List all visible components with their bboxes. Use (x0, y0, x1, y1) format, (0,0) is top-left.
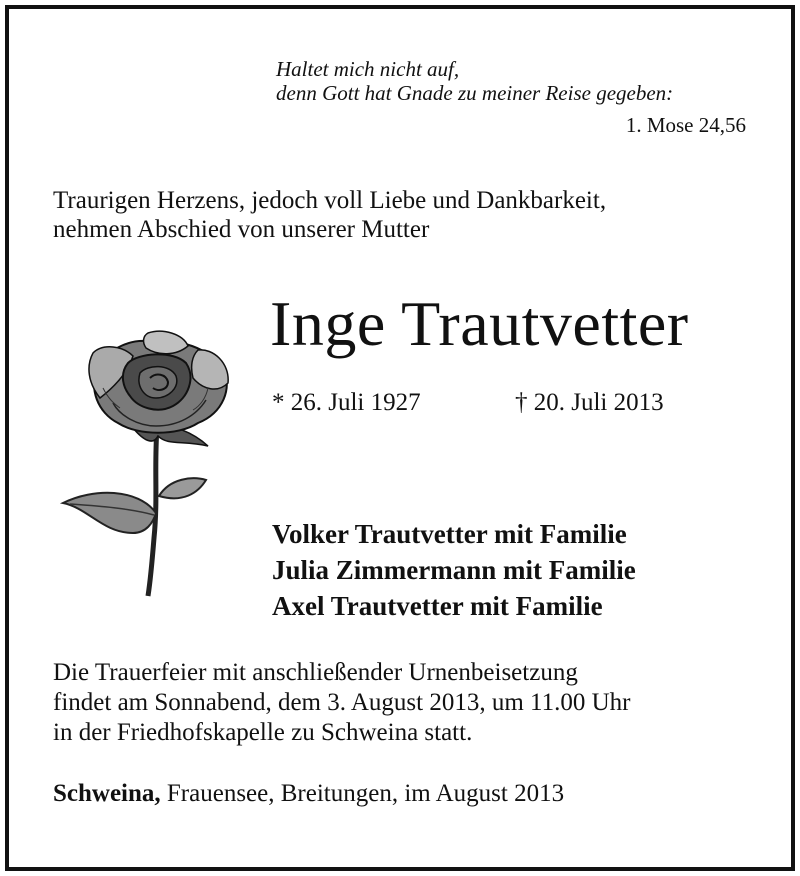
service-line-3: in der Friedhofskapelle zu Schweina statt. (53, 719, 473, 746)
death-date: † 20. Juli 2013 (515, 389, 664, 416)
verse-reference: 1. Mose 24,56 (625, 113, 746, 137)
service-text (53, 658, 748, 748)
intro-line-1: Traurigen Herzens, jedoch voll Liebe und Dankbarkeit, (53, 187, 607, 214)
bible-verse (276, 57, 746, 105)
footer-line (53, 779, 748, 809)
service-line-2: findet am Sonnabend, dem 3. August 2013, um 11.00 Uhr (53, 689, 631, 716)
deceased-name: Inge Trautvetter (270, 288, 689, 359)
rose-icon (58, 328, 236, 598)
intro-line-2: nehmen Abschied von unserer Mutter (53, 216, 430, 243)
mourner-line: Axel Trautvetter mit Familie (272, 591, 603, 621)
footer-place: Schweina, (53, 780, 161, 807)
footer-rest: Frauensee, Breitungen, im August 2013 (160, 780, 565, 807)
verse-line-1: Haltet mich nicht auf, (276, 57, 460, 81)
intro-text (53, 186, 748, 244)
verse-line-2: denn Gott hat Gnade zu meiner Reise gegeben: (276, 81, 674, 105)
mourner-line: Julia Zimmermann mit Familie (272, 555, 636, 585)
mourners-list (272, 516, 636, 624)
mourner-line: Volker Trautvetter mit Familie (272, 519, 627, 549)
birth-date: * 26. Juli 1927 (272, 389, 421, 416)
service-line-1: Die Trauerfeier mit anschließender Urnenbeisetzung (53, 659, 578, 686)
